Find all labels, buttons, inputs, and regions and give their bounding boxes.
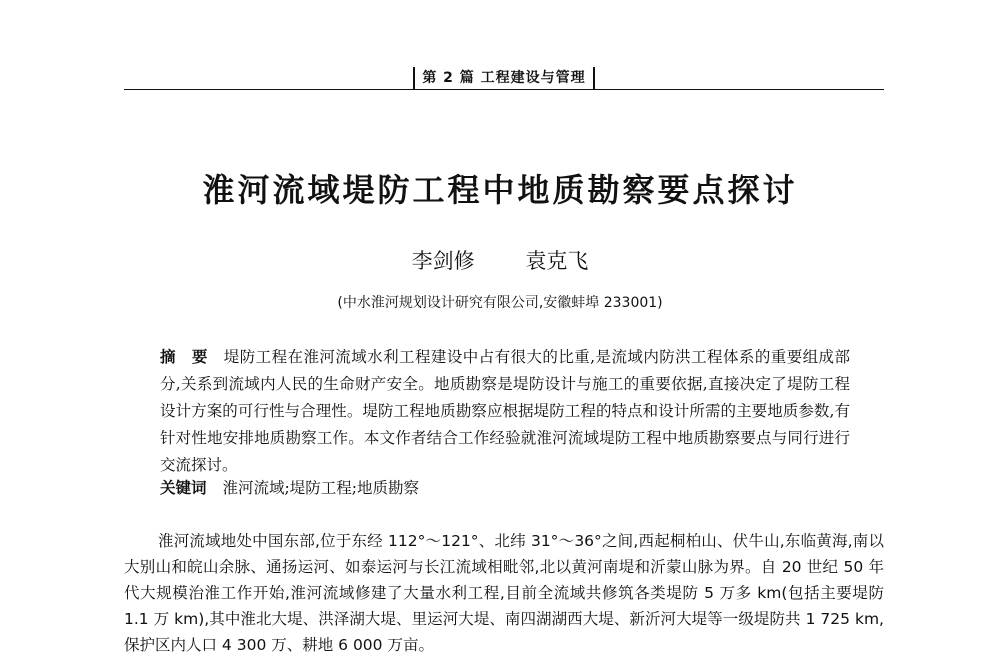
body-paragraph: 淮河流域地处中国东部,位于东经 112°～121°、北纬 31°～36°之间,西起桐柏山、伏牛山,东临黄海,南以大别山和皖山余脉、通扬运河、如泰运河与长江流域相毗邻,北以黄河南堤和沂蒙山脉为界。自 20 世纪 50 年代大规模治淮工作开始,淮河流域修建了大量水利工程,目前全流域共修筑各类堤防 5 万多 km(包括主要堤防 1.1 万 km),其中淮北大堤、洪泽湖大堤、里运河大堤、南四湖湖西大堤、新沂河大堤等一级堤防共 1 725 km,保护区内人口 4 300 万、耕地 6 000 万亩。 bbox=[124, 532, 884, 654]
article-title: 淮河流域堤防工程中地质勘察要点探讨 bbox=[202, 171, 798, 209]
header-rule bbox=[124, 89, 884, 90]
author-list bbox=[0, 245, 1000, 275]
abstract bbox=[160, 344, 850, 479]
section-header: 第 2 篇 工程建设与管理 bbox=[413, 67, 595, 89]
author-name: 袁克飞 bbox=[525, 249, 589, 273]
abstract-label: 摘 要 bbox=[160, 348, 208, 366]
keywords-text: 淮河流域;堤防工程;地质勘察 bbox=[222, 479, 419, 497]
affiliation: (中水淮河规划设计研究有限公司,安徽蚌埠 233001) bbox=[337, 295, 663, 311]
author-name: 李剑修 bbox=[411, 249, 475, 273]
keywords-label: 关键词 bbox=[160, 479, 207, 497]
abstract-text: 堤防工程在淮河流域水利工程建设中占有很大的比重,是流域内防洪工程体系的重要组成部分,关系到流域内人民的生命财产安全。地质勘察是堤防设计与施工的重要依据,直接决定了堤防工程设计方案的可行性与合理性。堤防工程地质勘察应根据堤防工程的特点和设计所需的主要地质参数,有针对性地安排地质勘察工作。本文作者结合工作经验就淮河流域堤防工程中地质勘察要点与同行进行交流探讨。 bbox=[160, 348, 850, 474]
keywords bbox=[160, 475, 850, 502]
